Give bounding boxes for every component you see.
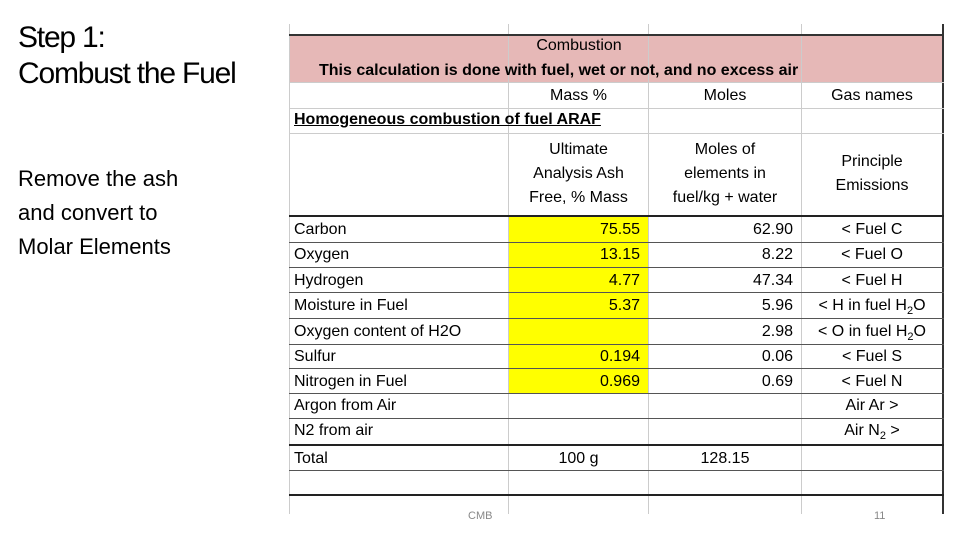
row-mass: 5.37	[608, 297, 640, 314]
row-moles: 0.06	[761, 348, 793, 365]
row-gas	[802, 421, 942, 446]
row-label: Nitrogen in Fuel	[294, 373, 407, 390]
grid-hline	[289, 368, 944, 369]
row-gas: < Fuel O	[841, 246, 903, 263]
row-moles: 8.22	[761, 246, 793, 263]
gas-tail: O	[913, 297, 926, 314]
row-gas	[802, 296, 942, 321]
row-mass: 0.969	[599, 373, 640, 390]
header-moles-1: Moles of	[694, 141, 756, 158]
subtitle-line-2: and convert to	[18, 200, 158, 225]
header-mass-3: Free, % Mass	[529, 189, 628, 206]
column-mass: Mass %	[550, 87, 607, 104]
row-gas: < Fuel H	[841, 272, 903, 289]
row-mass: 0.194	[599, 348, 640, 365]
row-mass: 4.77	[608, 272, 640, 289]
row-gas: < Fuel S	[841, 348, 903, 365]
row-gas	[802, 322, 942, 347]
row-label: Argon from Air	[294, 397, 397, 414]
row-gas: < Fuel N	[841, 373, 903, 390]
subtitle-line-3: Molar Elements	[18, 234, 171, 259]
row-gas: < Fuel C	[841, 221, 903, 238]
title-line-2: Combust the Fuel	[18, 57, 236, 90]
row-label: Moisture in Fuel	[294, 297, 408, 314]
row-label: N2 from air	[294, 422, 374, 439]
header-mass-1: Ultimate	[549, 141, 608, 158]
row-moles: 5.96	[761, 297, 793, 314]
gas-subscript: 2	[906, 305, 914, 318]
grid-hline	[289, 82, 944, 83]
grid-hline	[289, 393, 944, 394]
grid-hline	[289, 215, 944, 217]
gas-text: < O in fuel H	[818, 323, 908, 340]
grid-hline	[289, 470, 944, 471]
section-header: Homogeneous combustion of fuel ARAF	[294, 111, 601, 128]
column-moles: Moles	[703, 87, 747, 104]
grid-hline	[289, 267, 944, 268]
header-gas-1: Principle	[841, 153, 903, 170]
row-label: Carbon	[294, 221, 347, 238]
row-label: Oxygen	[294, 246, 350, 263]
gas-tail: >	[885, 422, 900, 439]
slide-subtitle	[18, 162, 258, 264]
header-moles-3: fuel/kg + water	[672, 189, 778, 206]
column-gas-names: Gas names	[831, 87, 913, 104]
grid-hline	[289, 292, 944, 293]
grid-hline	[289, 494, 944, 496]
row-label: Sulfur	[294, 348, 336, 365]
total-moles: 128.15	[700, 450, 750, 467]
gas-text: < H in fuel H	[818, 297, 907, 314]
row-moles: 47.34	[752, 272, 793, 289]
gas-subscript: 2	[907, 331, 914, 344]
slide-title	[18, 20, 283, 92]
banner-note: This calculation is done with fuel, wet or not, and no excess air	[319, 62, 799, 79]
grid-hline	[289, 108, 944, 109]
row-moles: 0.69	[761, 373, 793, 390]
title-line-1: Step 1:	[18, 21, 105, 54]
total-label: Total	[294, 450, 328, 467]
grid-vline	[942, 24, 944, 514]
row-mass: 75.55	[599, 221, 640, 238]
subtitle-line-1: Remove the ash	[18, 166, 179, 191]
footer-label: CMB	[468, 510, 493, 522]
grid-hline	[289, 418, 944, 419]
row-label: Hydrogen	[294, 272, 364, 289]
combustion-spreadsheet	[289, 24, 944, 514]
grid-vline	[289, 24, 290, 514]
gas-tail: O	[913, 323, 926, 340]
gas-subscript: 2	[879, 430, 886, 443]
row-moles: 62.90	[752, 221, 793, 238]
header-mass-2: Analysis Ash	[533, 165, 624, 182]
row-mass: 13.15	[599, 246, 640, 263]
row-label: Oxygen content of H2O	[294, 323, 462, 340]
header-gas-2: Emissions	[835, 177, 909, 194]
gas-text: Air N	[844, 422, 880, 439]
row-moles: 2.98	[761, 323, 793, 340]
grid-hline	[289, 133, 944, 134]
total-mass: 100 g	[558, 450, 599, 467]
row-gas: Air Ar >	[845, 397, 899, 414]
grid-hline	[289, 242, 944, 243]
page-number: 11	[874, 510, 886, 522]
header-moles-2: elements in	[684, 165, 766, 182]
banner-title: Combustion	[536, 37, 622, 54]
